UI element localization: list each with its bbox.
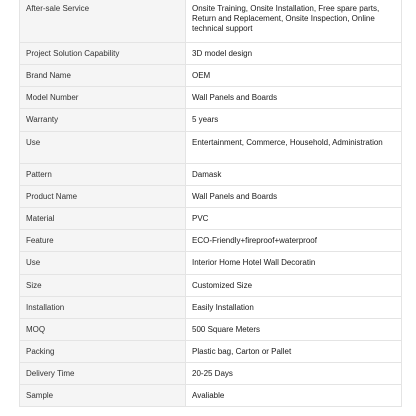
table-row <box>20 164 402 186</box>
spec-value: Avaliable <box>186 385 402 407</box>
spec-value: Plastic bag, Carton or Pallet <box>186 341 402 363</box>
spec-label: Project Solution Capability <box>20 43 186 65</box>
table-row <box>20 230 402 252</box>
spec-value: Customized Size <box>186 275 402 297</box>
table-row <box>20 363 402 385</box>
spec-value: PVC <box>186 208 402 230</box>
spec-value: Easily Installation <box>186 297 402 319</box>
spec-label: Model Number <box>20 87 186 109</box>
table-row <box>20 132 402 164</box>
table-row <box>20 252 402 275</box>
spec-value: Interior Home Hotel Wall Decoratin <box>186 252 402 275</box>
spec-value: 5 years <box>186 109 402 132</box>
table-row <box>20 87 402 109</box>
table-row <box>20 319 402 341</box>
spec-label: Use <box>20 132 186 164</box>
spec-value: Wall Panels and Boards <box>186 186 402 208</box>
spec-value: OEM <box>186 65 402 87</box>
spec-label: Material <box>20 208 186 230</box>
table-row <box>20 109 402 132</box>
specification-table <box>19 0 402 407</box>
spec-label: Brand Name <box>20 65 186 87</box>
spec-label: MOQ <box>20 319 186 341</box>
spec-label: Packing <box>20 341 186 363</box>
table-row <box>20 275 402 297</box>
spec-value: 20-25 Days <box>186 363 402 385</box>
table-row <box>20 341 402 363</box>
table-row <box>20 208 402 230</box>
table-row <box>20 385 402 407</box>
table-row <box>20 297 402 319</box>
spec-value: Wall Panels and Boards <box>186 87 402 109</box>
spec-label: Pattern <box>20 164 186 186</box>
product-spec-sheet <box>19 0 401 407</box>
spec-label: Sample <box>20 385 186 407</box>
spec-value: 500 Square Meters <box>186 319 402 341</box>
spec-label: After-sale Service <box>20 0 186 43</box>
spec-label: Delivery Time <box>20 363 186 385</box>
spec-value: 3D model design <box>186 43 402 65</box>
table-row <box>20 0 402 43</box>
spec-label: Warranty <box>20 109 186 132</box>
spec-value: Damask <box>186 164 402 186</box>
spec-value: Entertainment, Commerce, Household, Administration <box>186 132 402 164</box>
spec-label: Feature <box>20 230 186 252</box>
spec-value: ECO-Friendly+fireproof+waterproof <box>186 230 402 252</box>
spec-value: Onsite Training, Onsite Installation, Free spare parts, Return and Replacement, Onsite Inspection, Online technical support <box>186 0 402 43</box>
table-row <box>20 186 402 208</box>
spec-label: Size <box>20 275 186 297</box>
spec-label: Use <box>20 252 186 275</box>
table-row <box>20 43 402 65</box>
table-row <box>20 65 402 87</box>
spec-label: Product Name <box>20 186 186 208</box>
spec-label: Installation <box>20 297 186 319</box>
